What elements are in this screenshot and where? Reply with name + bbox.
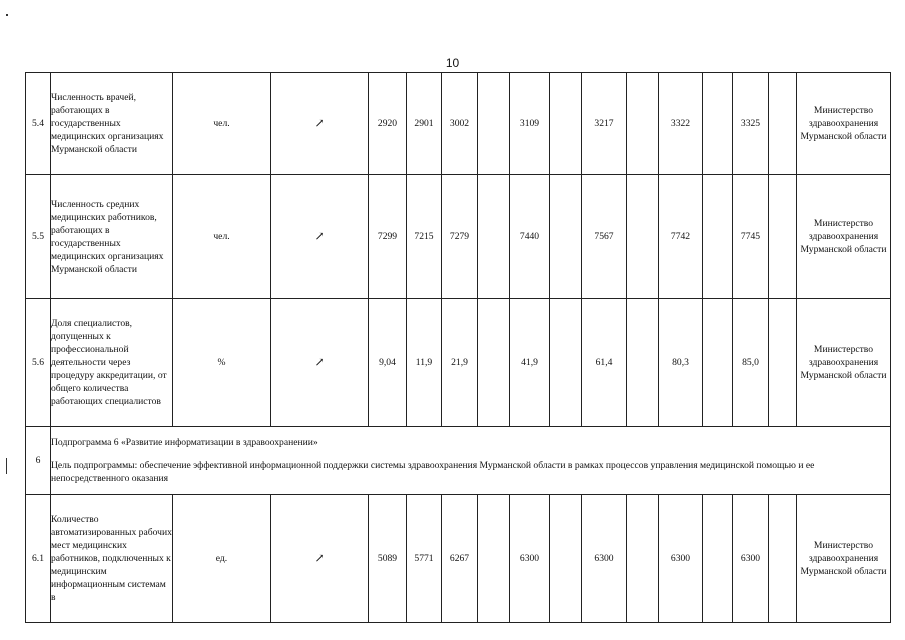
value-cell: 2920 (369, 73, 407, 175)
trend-up-arrow-icon: ↗ (271, 495, 369, 623)
value-cell: 6300 (659, 495, 703, 623)
value-cell (769, 299, 797, 427)
value-cell (550, 175, 582, 299)
value-cell: 9,04 (369, 299, 407, 427)
table-row (26, 175, 891, 299)
indicator-name: Численность врачей, работающих в государственных медицинских организациях Мурманской области (51, 73, 173, 175)
value-cell: 7215 (407, 175, 442, 299)
value-cell: 6300 (582, 495, 627, 623)
indicator-name: Доля специалистов, допущенных к профессиональной деятельности через процедуру аккредитации, от общего количества работающих специалистов (51, 299, 173, 427)
value-cell (769, 73, 797, 175)
value-cell: 5771 (407, 495, 442, 623)
responsible-executor: Министерство здравоохранения Мурманской области (797, 495, 891, 623)
value-cell: 61,4 (582, 299, 627, 427)
responsible-executor: Министерство здравоохранения Мурманской области (797, 175, 891, 299)
subprogram-title: Подпрограмма 6 «Развитие информатизации в здравоохранении» (51, 437, 318, 448)
row-number: 5.6 (26, 299, 51, 427)
row-number: 6.1 (26, 495, 51, 623)
value-cell (478, 495, 510, 623)
subprogram-row (26, 427, 891, 495)
value-cell (550, 73, 582, 175)
value-cell (703, 299, 733, 427)
value-cell (478, 175, 510, 299)
value-cell (627, 73, 659, 175)
value-cell: 85,0 (733, 299, 769, 427)
value-cell: 7299 (369, 175, 407, 299)
responsible-executor: Министерство здравоохранения Мурманской области (797, 299, 891, 427)
subprogram-cell (51, 427, 891, 495)
table-row (26, 495, 891, 623)
value-cell: 3002 (442, 73, 478, 175)
scan-mark (6, 458, 7, 474)
value-cell: 3109 (510, 73, 550, 175)
value-cell (627, 495, 659, 623)
value-cell: 5089 (369, 495, 407, 623)
value-cell: 7745 (733, 175, 769, 299)
value-cell: 6267 (442, 495, 478, 623)
value-cell: 2901 (407, 73, 442, 175)
value-cell: 7567 (582, 175, 627, 299)
value-cell: 3322 (659, 73, 703, 175)
value-cell (627, 175, 659, 299)
value-cell: 21,9 (442, 299, 478, 427)
subprogram-goal: Цель подпрограммы: обеспечение эффективной информационной поддержки системы здравоохранения Мурманской области в рамках процессов управления медицинской помощью и ее непосредственного оказания (51, 460, 815, 484)
value-cell (769, 495, 797, 623)
unit-cell: ед. (173, 495, 271, 623)
value-cell: 3217 (582, 73, 627, 175)
value-cell: 3325 (733, 73, 769, 175)
value-cell: 6300 (733, 495, 769, 623)
row-number: 5.5 (26, 175, 51, 299)
value-cell (550, 299, 582, 427)
trend-up-arrow-icon: ↗ (271, 175, 369, 299)
subprogram-number: 6 (26, 427, 51, 495)
value-cell (769, 175, 797, 299)
table-row (26, 73, 891, 175)
table-row (26, 299, 891, 427)
value-cell: 6300 (510, 495, 550, 623)
indicator-name: Численность средних медицинских работников, работающих в государственных медицинских организациях Мурманской области (51, 175, 173, 299)
value-cell: 80,3 (659, 299, 703, 427)
unit-cell: чел. (173, 73, 271, 175)
page-number: 10 (445, 56, 460, 70)
value-cell (703, 73, 733, 175)
table-body (26, 73, 891, 623)
value-cell (627, 299, 659, 427)
trend-up-arrow-icon: ↗ (271, 73, 369, 175)
value-cell (703, 175, 733, 299)
indicator-name: Количество автоматизированных рабочих мест медицинских работников, подключенных к медицинским информационным системам в (51, 495, 173, 623)
value-cell (478, 299, 510, 427)
value-cell (550, 495, 582, 623)
row-number: 5.4 (26, 73, 51, 175)
value-cell (478, 73, 510, 175)
indicators-table (25, 72, 891, 623)
unit-cell: чел. (173, 175, 271, 299)
responsible-executor: Министерство здравоохранения Мурманской области (797, 73, 891, 175)
scan-speck (6, 14, 8, 16)
unit-cell: % (173, 299, 271, 427)
value-cell: 41,9 (510, 299, 550, 427)
value-cell: 7440 (510, 175, 550, 299)
value-cell: 7279 (442, 175, 478, 299)
trend-up-arrow-icon: ↗ (271, 299, 369, 427)
value-cell (703, 495, 733, 623)
value-cell: 11,9 (407, 299, 442, 427)
value-cell: 7742 (659, 175, 703, 299)
